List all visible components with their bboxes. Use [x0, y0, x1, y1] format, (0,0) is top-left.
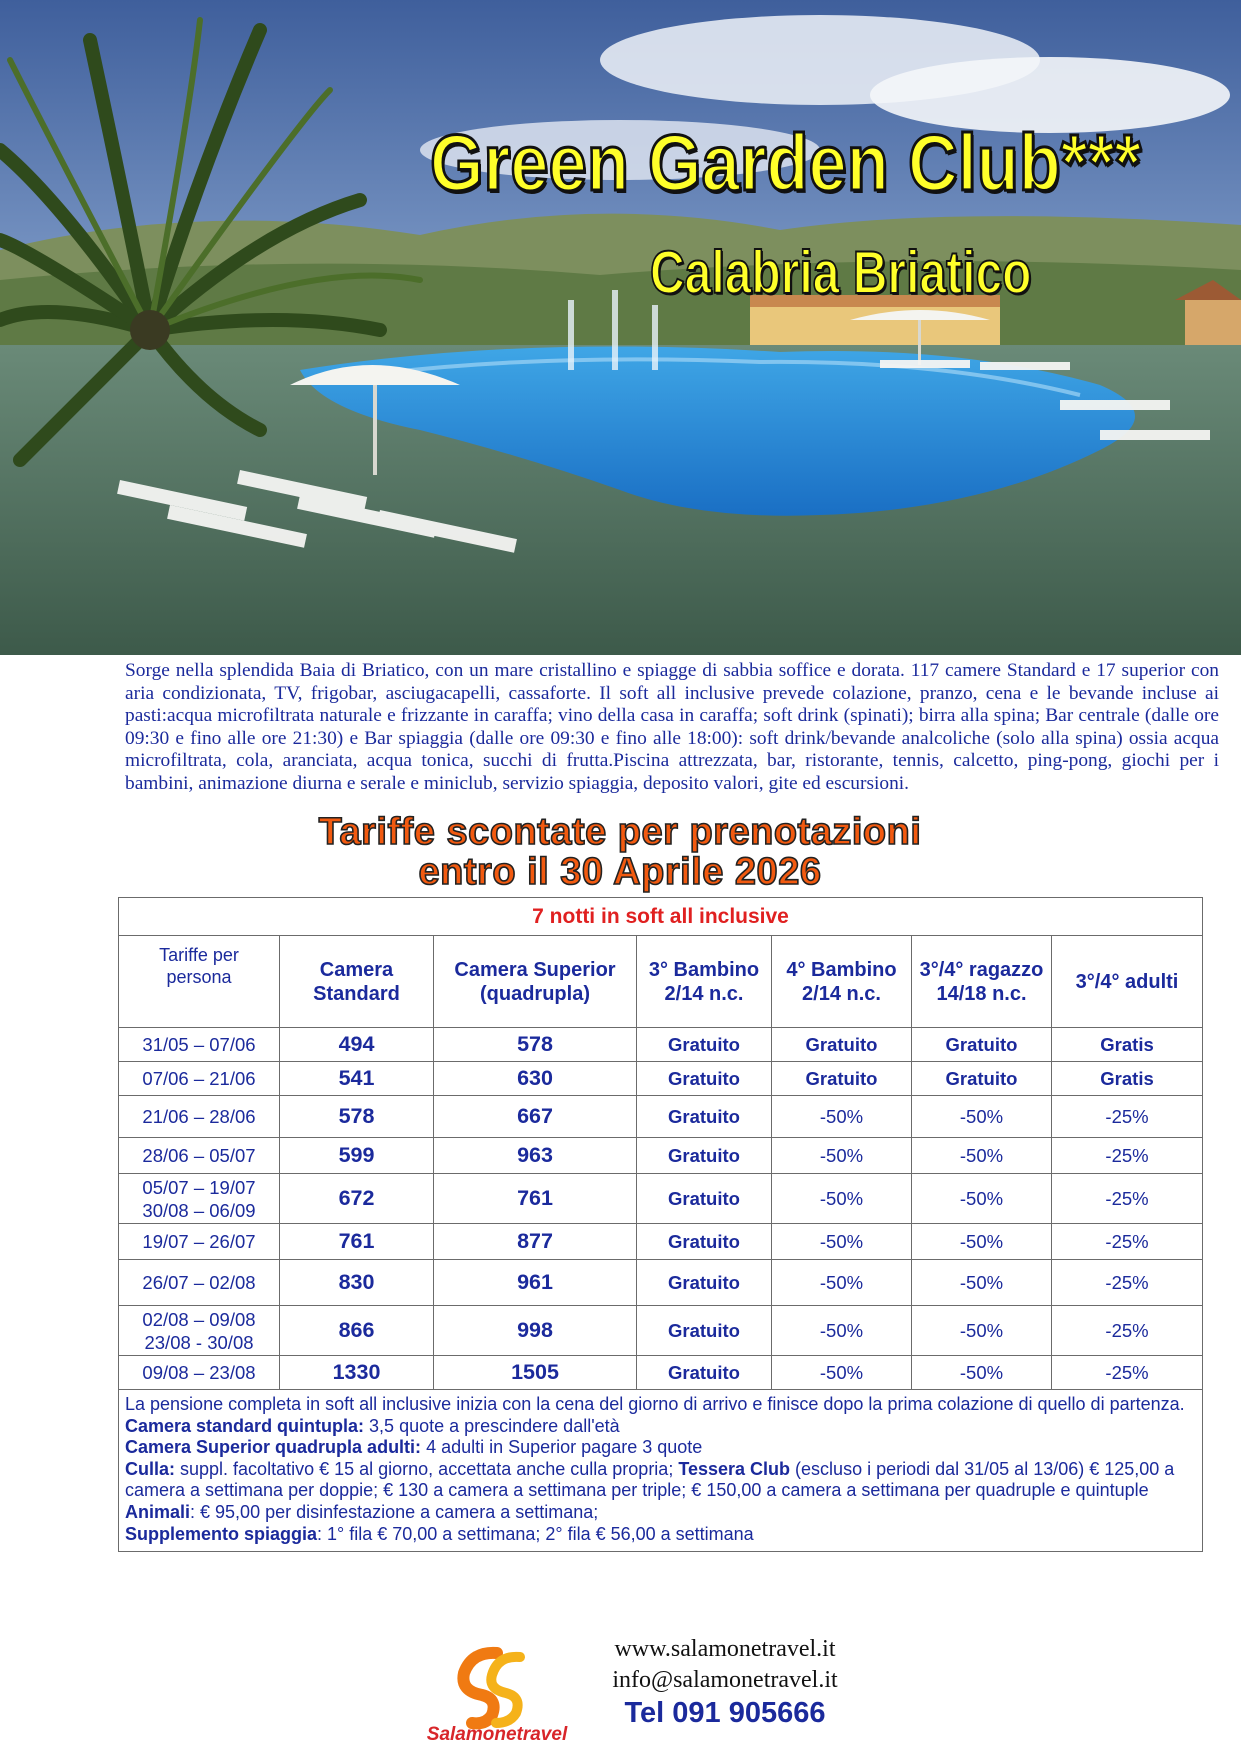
table-caption-row — [119, 898, 1203, 936]
header-ragazzo: 3°/4° ragazzo 14/18 n.c. — [912, 936, 1052, 1028]
table-row — [119, 1096, 1203, 1138]
adulti-cell: -25% — [1052, 1224, 1203, 1260]
period-text: 31/05 – 07/06 — [142, 1034, 256, 1055]
header-camera-superior: Camera Superior (quadrupla) — [434, 936, 637, 1028]
bambino4-cell: -50% — [772, 1356, 912, 1390]
period-text: 09/08 – 23/08 — [142, 1362, 256, 1383]
notes-animali-text: : € 95,00 per disinfestazione a camera a settimana; — [190, 1501, 599, 1522]
period-text: 23/08 - 30/08 — [144, 1331, 254, 1353]
notes-quintupla-text: 3,5 quote a prescindere dall'età — [364, 1415, 620, 1436]
bambino3-cell: Gratuito — [637, 1224, 772, 1260]
period-cell — [119, 1306, 280, 1356]
notes-culla-text: suppl. facoltativo € 15 al giorno, accettata anche culla propria; — [175, 1458, 679, 1479]
notes-culla-label: Culla: — [125, 1458, 176, 1479]
period-text: 30/08 – 06/09 — [142, 1199, 256, 1221]
email-link[interactable]: info@salamonetravel.it — [612, 1667, 838, 1693]
hotel-title: Green Garden Club*** — [430, 118, 1142, 207]
period-text: 26/07 – 02/08 — [142, 1272, 256, 1293]
price-superior-cell: 998 — [434, 1306, 637, 1356]
period-text: 02/08 – 09/08 — [142, 1308, 256, 1330]
period-cell — [119, 1096, 280, 1138]
price-standard-cell: 494 — [280, 1028, 434, 1062]
ragazzo-cell: Gratuito — [912, 1028, 1052, 1062]
header-tariffe: Tariffe per persona — [119, 936, 280, 1028]
period-cell — [119, 1028, 280, 1062]
bambino3-cell: Gratuito — [637, 1260, 772, 1306]
period-text: 05/07 – 19/07 — [142, 1176, 256, 1198]
period-cell — [119, 1260, 280, 1306]
promo-headline-line1: Tariffe scontate per prenotazioni — [318, 811, 922, 853]
promo-headline-line2: entro il 30 Aprile 2026 — [418, 851, 822, 893]
bambino3-cell: Gratuito — [637, 1138, 772, 1174]
notes-row — [119, 1390, 1203, 1552]
notes-superior-label: Camera Superior quadrupla adulti: — [125, 1437, 422, 1458]
bambino3-cell: Gratuito — [637, 1062, 772, 1096]
period-cell — [119, 1174, 280, 1224]
notes-cell — [119, 1390, 1203, 1552]
ragazzo-cell: Gratuito — [912, 1062, 1052, 1096]
table-row — [119, 1028, 1203, 1062]
period-text: 19/07 – 26/07 — [142, 1231, 256, 1252]
adulti-cell: Gratis — [1052, 1062, 1203, 1096]
table-caption: 7 notti in soft all inclusive — [119, 898, 1203, 936]
price-standard-cell: 1330 — [280, 1356, 434, 1390]
notes-quintupla-label: Camera standard quintupla: — [125, 1415, 365, 1436]
bambino4-cell: -50% — [772, 1306, 912, 1356]
table-row — [119, 1306, 1203, 1356]
header-4-bambino: 4° Bambino 2/14 n.c. — [772, 936, 912, 1028]
adulti-cell: -25% — [1052, 1096, 1203, 1138]
table-row — [119, 1174, 1203, 1224]
notes-tessera-label: Tessera Club — [678, 1458, 791, 1479]
price-standard-cell: 599 — [280, 1138, 434, 1174]
bambino4-cell: -50% — [772, 1138, 912, 1174]
ragazzo-cell: -50% — [912, 1260, 1052, 1306]
notes-spiaggia-text: : 1° fila € 70,00 a settimana; 2° fila € 56,00 a settimana — [317, 1523, 754, 1544]
table-row — [119, 1260, 1203, 1306]
adulti-cell: -25% — [1052, 1306, 1203, 1356]
website-link[interactable]: www.salamonetravel.it — [614, 1636, 836, 1662]
table-row — [119, 1224, 1203, 1260]
bambino4-cell: -50% — [772, 1096, 912, 1138]
adulti-cell: -25% — [1052, 1138, 1203, 1174]
hotel-description: Sorge nella splendida Baia di Briatico, con un mare cristallino e spiagge di sabbia soffice e dorata. 117 camere Standard e 17 superior con aria condizionata, TV, frigobar, asciugacapelli, cassaforte. Il soft all inclusive prevede colazione, pranzo, cena e le bevande incluse ai pasti:acqua microfiltrata naturale e frizzante in caraffa; vino della casa in caraffa; soft drink (spinati); birra alla spina; Bar centrale (dalle ore 09:30 e fino alle ore 21:30) e Bar spiaggia (dalle ore 09:30 e fino alle 18:00): soft drink/bevande analcoliche (solo alla spina) ossia acqua microfiltrata, cola, aranciata, acqua tonica, succhi di frutta.Piscina attrezzata, bar, ristorante, tennis, calcetto, ping-pong, giochi per i bambini, animazione diurna e serale e miniclub, servizio spiaggia, deposito valori, gite ed escursioni. — [125, 660, 1219, 794]
table-row — [119, 1062, 1203, 1096]
hotel-location: Calabria Briatico — [650, 239, 1032, 306]
adulti-cell: -25% — [1052, 1260, 1203, 1306]
notes-superior-text: 4 adulti in Superior pagare 3 quote — [421, 1437, 703, 1458]
period-cell — [119, 1356, 280, 1390]
adulti-cell: Gratis — [1052, 1028, 1203, 1062]
ragazzo-cell: -50% — [912, 1306, 1052, 1356]
hero-photo — [0, 0, 1241, 655]
bambino4-cell: Gratuito — [772, 1028, 912, 1062]
price-superior-cell: 630 — [434, 1062, 637, 1096]
bambino3-cell: Gratuito — [637, 1356, 772, 1390]
notes-intro: La pensione completa in soft all inclusive inizia con la cena del giorno di arrivo e finisce dopo la prima colazione di quello di partenza. — [125, 1394, 1185, 1414]
period-cell — [119, 1138, 280, 1174]
adulti-cell: -25% — [1052, 1174, 1203, 1224]
bambino3-cell: Gratuito — [637, 1174, 772, 1224]
price-standard-cell: 541 — [280, 1062, 434, 1096]
bambino4-cell: -50% — [772, 1260, 912, 1306]
header-3-bambino: 3° Bambino 2/14 n.c. — [637, 936, 772, 1028]
price-superior-cell: 578 — [434, 1028, 637, 1062]
price-superior-cell: 1505 — [434, 1356, 637, 1390]
adulti-cell: -25% — [1052, 1356, 1203, 1390]
price-superior-cell: 667 — [434, 1096, 637, 1138]
header-camera-standard: Camera Standard — [280, 936, 434, 1028]
ragazzo-cell: -50% — [912, 1224, 1052, 1260]
notes-animali-label: Animali — [125, 1501, 191, 1522]
period-cell — [119, 1062, 280, 1096]
price-superior-cell: 961 — [434, 1260, 637, 1306]
ragazzo-cell: -50% — [912, 1356, 1052, 1390]
table-row — [119, 1138, 1203, 1174]
bambino3-cell: Gratuito — [637, 1306, 772, 1356]
rates-table — [118, 897, 1203, 1552]
period-text: 07/06 – 21/06 — [142, 1068, 256, 1089]
table-header-row — [119, 936, 1203, 1028]
period-text: 28/06 – 05/07 — [142, 1145, 256, 1166]
price-standard-cell: 761 — [280, 1224, 434, 1260]
bambino4-cell: -50% — [772, 1174, 912, 1224]
ragazzo-cell: -50% — [912, 1096, 1052, 1138]
notes-spiaggia-label: Supplemento spiaggia — [125, 1523, 318, 1544]
notes-tessera-text: (escluso i periodi dal 31/05 al 13/06) € 125,00 a camera a settimana per doppie; € 130 a camera a settimana per triple; € 150,00 a camera a settimana per quadruple e quintuple — [125, 1458, 1175, 1501]
phone-number[interactable]: Tel 091 905666 — [624, 1697, 826, 1729]
price-standard-cell: 578 — [280, 1096, 434, 1138]
price-superior-cell: 761 — [434, 1174, 637, 1224]
ragazzo-cell: -50% — [912, 1174, 1052, 1224]
price-superior-cell: 963 — [434, 1138, 637, 1174]
ragazzo-cell: -50% — [912, 1138, 1052, 1174]
price-standard-cell: 866 — [280, 1306, 434, 1356]
period-cell — [119, 1224, 280, 1260]
period-text: 21/06 – 28/06 — [142, 1106, 256, 1127]
pool-resort-illustration — [0, 0, 1241, 655]
bambino4-cell: -50% — [772, 1224, 912, 1260]
bambino3-cell: Gratuito — [637, 1096, 772, 1138]
price-superior-cell: 877 — [434, 1224, 637, 1260]
bambino3-cell: Gratuito — [637, 1028, 772, 1062]
price-standard-cell: 830 — [280, 1260, 434, 1306]
table-row — [119, 1356, 1203, 1390]
price-standard-cell: 672 — [280, 1174, 434, 1224]
header-adulti: 3°/4° adulti — [1052, 936, 1203, 1028]
logo-text: Salamonetravel — [426, 1724, 568, 1743]
bambino4-cell: Gratuito — [772, 1062, 912, 1096]
